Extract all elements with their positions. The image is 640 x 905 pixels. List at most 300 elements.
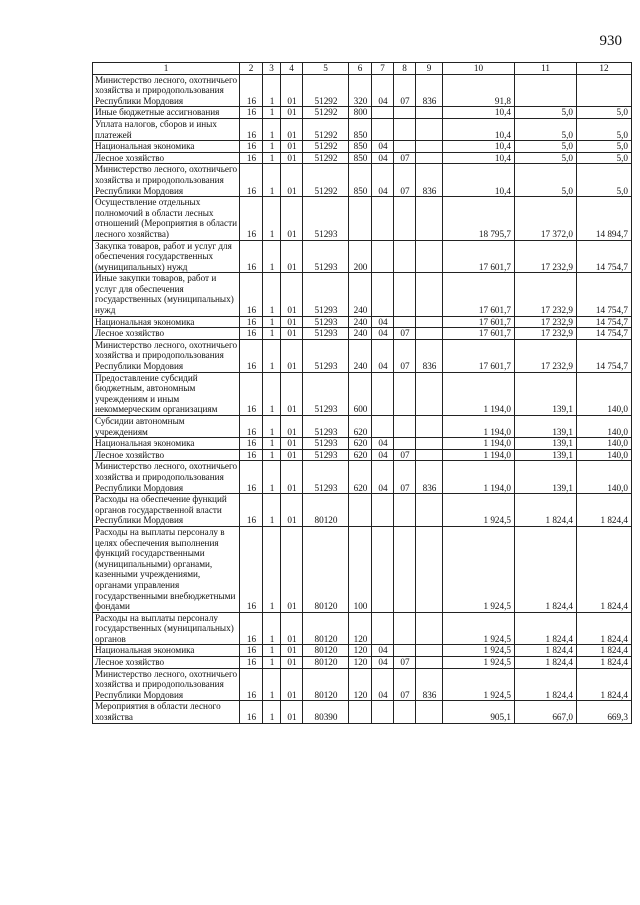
subprogram-code-cell: 01 xyxy=(281,273,303,316)
expense-code-cell: 51293 xyxy=(303,461,349,494)
section-cell: 04 xyxy=(372,164,394,197)
program-code-cell: 1 xyxy=(263,107,281,119)
department-cell xyxy=(416,197,443,240)
amount-year2-cell: 17 372,0 xyxy=(515,197,577,240)
amount-year3-cell: 14 754,7 xyxy=(577,273,632,316)
table-row xyxy=(93,118,632,140)
amount-year1-cell: 10,4 xyxy=(443,107,515,119)
ministry-code-cell: 16 xyxy=(240,328,263,340)
expense-code-cell: 51293 xyxy=(303,316,349,328)
section-cell: 04 xyxy=(372,316,394,328)
ministry-code-cell: 16 xyxy=(240,416,263,438)
subprogram-code-cell: 01 xyxy=(281,316,303,328)
subsection-cell: 07 xyxy=(394,339,416,372)
amount-year1-cell: 17 601,7 xyxy=(443,316,515,328)
subsection-cell xyxy=(394,645,416,657)
amount-year3-cell: 5,0 xyxy=(577,152,632,164)
program-code-cell: 1 xyxy=(263,74,281,107)
amount-year1-cell: 1 194,0 xyxy=(443,416,515,438)
amount-year3-cell: 1 824,4 xyxy=(577,612,632,645)
section-cell: 04 xyxy=(372,74,394,107)
subsection-cell xyxy=(394,118,416,140)
section-cell: 04 xyxy=(372,339,394,372)
ministry-code-cell: 16 xyxy=(240,612,263,645)
subprogram-code-cell: 01 xyxy=(281,107,303,119)
item-name-cell: Субсидии автономным учреждениям xyxy=(93,416,240,438)
column-header: 1 xyxy=(93,63,240,75)
section-cell xyxy=(372,197,394,240)
department-cell: 836 xyxy=(416,461,443,494)
subsection-cell: 07 xyxy=(394,657,416,669)
ministry-code-cell: 16 xyxy=(240,438,263,450)
section-cell xyxy=(372,494,394,527)
program-code-cell: 1 xyxy=(263,118,281,140)
section-cell: 04 xyxy=(372,328,394,340)
subprogram-code-cell: 01 xyxy=(281,328,303,340)
expense-type-cell: 620 xyxy=(349,449,372,461)
amount-year2-cell: 667,0 xyxy=(515,701,577,723)
amount-year3-cell: 1 824,4 xyxy=(577,645,632,657)
amount-year1-cell: 17 601,7 xyxy=(443,240,515,273)
amount-year1-cell: 91,8 xyxy=(443,74,515,107)
program-code-cell: 1 xyxy=(263,164,281,197)
ministry-code-cell: 16 xyxy=(240,164,263,197)
subprogram-code-cell: 01 xyxy=(281,152,303,164)
table-row xyxy=(93,526,632,612)
section-cell: 04 xyxy=(372,152,394,164)
item-name-cell: Расходы на выплаты персоналу в целях обеспечения выполнения функций государственными (муниципальными) органами, казенными учреждениями, органами управления государственными внебюджетными фондами xyxy=(93,526,240,612)
table-body xyxy=(93,74,632,723)
amount-year1-cell: 1 924,5 xyxy=(443,657,515,669)
column-header: 11 xyxy=(515,63,577,75)
table-row xyxy=(93,701,632,723)
department-cell xyxy=(416,494,443,527)
item-name-cell: Лесное хозяйство xyxy=(93,657,240,669)
amount-year1-cell: 1 194,0 xyxy=(443,372,515,415)
amount-year3-cell: 14 754,7 xyxy=(577,339,632,372)
expense-type-cell: 850 xyxy=(349,141,372,153)
subprogram-code-cell: 01 xyxy=(281,461,303,494)
table-row xyxy=(93,164,632,197)
program-code-cell: 1 xyxy=(263,612,281,645)
table-row xyxy=(93,316,632,328)
table-row xyxy=(93,273,632,316)
subprogram-code-cell: 01 xyxy=(281,657,303,669)
amount-year1-cell: 1 924,5 xyxy=(443,668,515,701)
item-name-cell: Лесное хозяйство xyxy=(93,152,240,164)
subsection-cell xyxy=(394,197,416,240)
program-code-cell: 1 xyxy=(263,657,281,669)
subprogram-code-cell: 01 xyxy=(281,141,303,153)
expense-type-cell: 620 xyxy=(349,416,372,438)
subprogram-code-cell: 01 xyxy=(281,526,303,612)
table-row xyxy=(93,449,632,461)
item-name-cell: Министерство лесного, охотничьего хозяйства и природопользования Республики Мордовия xyxy=(93,339,240,372)
item-name-cell: Расходы на выплаты персоналу государственных (муниципальных) органов xyxy=(93,612,240,645)
expense-code-cell: 51292 xyxy=(303,118,349,140)
expense-type-cell: 850 xyxy=(349,164,372,197)
amount-year1-cell: 1 924,5 xyxy=(443,645,515,657)
amount-year3-cell: 140,0 xyxy=(577,372,632,415)
column-header: 8 xyxy=(394,63,416,75)
table-row xyxy=(93,372,632,415)
amount-year1-cell: 17 601,7 xyxy=(443,328,515,340)
subsection-cell xyxy=(394,494,416,527)
amount-year3-cell: 14 754,7 xyxy=(577,240,632,273)
expense-code-cell: 51292 xyxy=(303,164,349,197)
section-cell: 04 xyxy=(372,668,394,701)
amount-year1-cell: 905,1 xyxy=(443,701,515,723)
department-cell xyxy=(416,273,443,316)
expense-type-cell: 600 xyxy=(349,372,372,415)
ministry-code-cell: 16 xyxy=(240,74,263,107)
expense-code-cell: 51292 xyxy=(303,74,349,107)
table-row xyxy=(93,645,632,657)
amount-year2-cell: 17 232,9 xyxy=(515,316,577,328)
subprogram-code-cell: 01 xyxy=(281,701,303,723)
ministry-code-cell: 16 xyxy=(240,273,263,316)
subsection-cell xyxy=(394,612,416,645)
department-cell xyxy=(416,240,443,273)
program-code-cell: 1 xyxy=(263,372,281,415)
amount-year3-cell: 5,0 xyxy=(577,107,632,119)
column-header: 4 xyxy=(281,63,303,75)
program-code-cell: 1 xyxy=(263,494,281,527)
section-cell: 04 xyxy=(372,645,394,657)
department-cell: 836 xyxy=(416,164,443,197)
item-name-cell: Национальная экономика xyxy=(93,645,240,657)
amount-year3-cell xyxy=(577,74,632,107)
expense-code-cell: 80120 xyxy=(303,526,349,612)
subprogram-code-cell: 01 xyxy=(281,494,303,527)
subsection-cell: 07 xyxy=(394,152,416,164)
expense-code-cell: 51293 xyxy=(303,372,349,415)
program-code-cell: 1 xyxy=(263,701,281,723)
expense-type-cell: 240 xyxy=(349,339,372,372)
expense-code-cell: 80120 xyxy=(303,494,349,527)
ministry-code-cell: 16 xyxy=(240,152,263,164)
subsection-cell: 07 xyxy=(394,449,416,461)
expense-type-cell: 120 xyxy=(349,645,372,657)
page-number: 930 xyxy=(599,33,622,49)
item-name-cell: Уплата налогов, сборов и иных платежей xyxy=(93,118,240,140)
subsection-cell xyxy=(394,273,416,316)
ministry-code-cell: 16 xyxy=(240,701,263,723)
column-header: 5 xyxy=(303,63,349,75)
ministry-code-cell: 16 xyxy=(240,141,263,153)
expense-type-cell: 120 xyxy=(349,612,372,645)
expense-code-cell: 80120 xyxy=(303,668,349,701)
expense-type-cell xyxy=(349,197,372,240)
subprogram-code-cell: 01 xyxy=(281,118,303,140)
ministry-code-cell: 16 xyxy=(240,240,263,273)
section-cell: 04 xyxy=(372,449,394,461)
amount-year1-cell: 1 194,0 xyxy=(443,449,515,461)
amount-year2-cell: 1 824,4 xyxy=(515,612,577,645)
program-code-cell: 1 xyxy=(263,526,281,612)
table-row xyxy=(93,339,632,372)
amount-year1-cell: 10,4 xyxy=(443,152,515,164)
amount-year2-cell: 5,0 xyxy=(515,164,577,197)
subsection-cell xyxy=(394,526,416,612)
department-cell xyxy=(416,612,443,645)
amount-year2-cell: 139,1 xyxy=(515,461,577,494)
department-cell xyxy=(416,449,443,461)
amount-year2-cell: 5,0 xyxy=(515,152,577,164)
section-cell xyxy=(372,372,394,415)
subprogram-code-cell: 01 xyxy=(281,240,303,273)
section-cell: 04 xyxy=(372,657,394,669)
program-code-cell: 1 xyxy=(263,645,281,657)
ministry-code-cell: 16 xyxy=(240,461,263,494)
ministry-code-cell: 16 xyxy=(240,526,263,612)
ministry-code-cell: 16 xyxy=(240,449,263,461)
amount-year2-cell: 1 824,4 xyxy=(515,668,577,701)
department-cell xyxy=(416,107,443,119)
item-name-cell: Мероприятия в области лесного хозяйства xyxy=(93,701,240,723)
amount-year3-cell: 140,0 xyxy=(577,449,632,461)
department-cell xyxy=(416,328,443,340)
section-cell xyxy=(372,107,394,119)
program-code-cell: 1 xyxy=(263,328,281,340)
section-cell xyxy=(372,273,394,316)
expense-code-cell: 51292 xyxy=(303,152,349,164)
amount-year3-cell: 140,0 xyxy=(577,438,632,450)
item-name-cell: Министерство лесного, охотничьего хозяйства и природопользования Республики Мордовия xyxy=(93,461,240,494)
amount-year2-cell: 1 824,4 xyxy=(515,645,577,657)
subprogram-code-cell: 01 xyxy=(281,74,303,107)
program-code-cell: 1 xyxy=(263,273,281,316)
section-cell xyxy=(372,118,394,140)
item-name-cell: Национальная экономика xyxy=(93,141,240,153)
amount-year2-cell: 17 232,9 xyxy=(515,328,577,340)
item-name-cell: Министерство лесного, охотничьего хозяйства и природопользования Республики Мордовия xyxy=(93,668,240,701)
table-row xyxy=(93,668,632,701)
amount-year2-cell: 17 232,9 xyxy=(515,240,577,273)
item-name-cell: Иные закупки товаров, работ и услуг для обеспечения государственных (муниципальных) нужд xyxy=(93,273,240,316)
ministry-code-cell: 16 xyxy=(240,645,263,657)
amount-year1-cell: 17 601,7 xyxy=(443,273,515,316)
ministry-code-cell: 16 xyxy=(240,668,263,701)
expense-code-cell: 51293 xyxy=(303,197,349,240)
section-cell: 04 xyxy=(372,461,394,494)
amount-year3-cell: 5,0 xyxy=(577,118,632,140)
amount-year1-cell: 1 194,0 xyxy=(443,461,515,494)
amount-year1-cell: 17 601,7 xyxy=(443,339,515,372)
table-row xyxy=(93,152,632,164)
column-header: 10 xyxy=(443,63,515,75)
column-header: 7 xyxy=(372,63,394,75)
amount-year3-cell: 1 824,4 xyxy=(577,526,632,612)
expense-code-cell: 51292 xyxy=(303,141,349,153)
amount-year1-cell: 10,4 xyxy=(443,141,515,153)
expense-type-cell: 240 xyxy=(349,273,372,316)
expense-type-cell: 800 xyxy=(349,107,372,119)
department-cell xyxy=(416,316,443,328)
department-cell xyxy=(416,438,443,450)
amount-year1-cell: 1 924,5 xyxy=(443,526,515,612)
item-name-cell: Закупка товаров, работ и услуг для обеспечения государственных (муниципальных) нужд xyxy=(93,240,240,273)
amount-year3-cell: 14 754,7 xyxy=(577,328,632,340)
amount-year1-cell: 18 795,7 xyxy=(443,197,515,240)
item-name-cell: Расходы на обеспечение функций органов государственной власти Республики Мордовия xyxy=(93,494,240,527)
department-cell xyxy=(416,416,443,438)
section-cell xyxy=(372,701,394,723)
expense-code-cell: 51293 xyxy=(303,240,349,273)
table-row xyxy=(93,612,632,645)
subsection-cell xyxy=(394,438,416,450)
ministry-code-cell: 16 xyxy=(240,657,263,669)
expense-type-cell: 620 xyxy=(349,438,372,450)
amount-year1-cell: 10,4 xyxy=(443,118,515,140)
program-code-cell: 1 xyxy=(263,152,281,164)
column-header: 6 xyxy=(349,63,372,75)
item-name-cell: Министерство лесного, охотничьего хозяйства и природопользования Республики Мордовия xyxy=(93,164,240,197)
subsection-cell xyxy=(394,240,416,273)
expense-type-cell: 850 xyxy=(349,152,372,164)
amount-year1-cell: 10,4 xyxy=(443,164,515,197)
ministry-code-cell: 16 xyxy=(240,316,263,328)
expense-type-cell: 240 xyxy=(349,316,372,328)
section-cell: 04 xyxy=(372,438,394,450)
program-code-cell: 1 xyxy=(263,449,281,461)
expense-code-cell: 51293 xyxy=(303,438,349,450)
subprogram-code-cell: 01 xyxy=(281,645,303,657)
subprogram-code-cell: 01 xyxy=(281,612,303,645)
item-name-cell: Иные бюджетные ассигнования xyxy=(93,107,240,119)
ministry-code-cell: 16 xyxy=(240,107,263,119)
amount-year2-cell: 139,1 xyxy=(515,438,577,450)
expense-code-cell: 80390 xyxy=(303,701,349,723)
amount-year3-cell: 5,0 xyxy=(577,164,632,197)
program-code-cell: 1 xyxy=(263,197,281,240)
department-cell xyxy=(416,152,443,164)
department-cell: 836 xyxy=(416,668,443,701)
subsection-cell xyxy=(394,416,416,438)
ministry-code-cell: 16 xyxy=(240,118,263,140)
column-header: 9 xyxy=(416,63,443,75)
subprogram-code-cell: 01 xyxy=(281,416,303,438)
program-code-cell: 1 xyxy=(263,461,281,494)
amount-year2-cell: 5,0 xyxy=(515,107,577,119)
department-cell: 836 xyxy=(416,339,443,372)
ministry-code-cell: 16 xyxy=(240,339,263,372)
subsection-cell xyxy=(394,141,416,153)
amount-year3-cell: 140,0 xyxy=(577,416,632,438)
table-row xyxy=(93,657,632,669)
ministry-code-cell: 16 xyxy=(240,372,263,415)
program-code-cell: 1 xyxy=(263,416,281,438)
table-row xyxy=(93,197,632,240)
subprogram-code-cell: 01 xyxy=(281,164,303,197)
amount-year2-cell xyxy=(515,74,577,107)
budget-table xyxy=(92,62,632,724)
column-header: 3 xyxy=(263,63,281,75)
table-row xyxy=(93,328,632,340)
subprogram-code-cell: 01 xyxy=(281,449,303,461)
ministry-code-cell: 16 xyxy=(240,494,263,527)
column-header: 2 xyxy=(240,63,263,75)
subprogram-code-cell: 01 xyxy=(281,339,303,372)
amount-year1-cell: 1 924,5 xyxy=(443,494,515,527)
subprogram-code-cell: 01 xyxy=(281,668,303,701)
expense-code-cell: 80120 xyxy=(303,645,349,657)
program-code-cell: 1 xyxy=(263,316,281,328)
department-cell xyxy=(416,526,443,612)
amount-year2-cell: 1 824,4 xyxy=(515,526,577,612)
amount-year1-cell: 1 194,0 xyxy=(443,438,515,450)
table-row xyxy=(93,438,632,450)
program-code-cell: 1 xyxy=(263,438,281,450)
amount-year2-cell: 139,1 xyxy=(515,416,577,438)
amount-year2-cell: 5,0 xyxy=(515,118,577,140)
amount-year2-cell: 5,0 xyxy=(515,141,577,153)
ministry-code-cell: 16 xyxy=(240,197,263,240)
subsection-cell: 07 xyxy=(394,328,416,340)
department-cell xyxy=(416,645,443,657)
program-code-cell: 1 xyxy=(263,668,281,701)
item-name-cell: Национальная экономика xyxy=(93,438,240,450)
subsection-cell xyxy=(394,107,416,119)
department-cell xyxy=(416,141,443,153)
department-cell: 836 xyxy=(416,74,443,107)
subsection-cell xyxy=(394,372,416,415)
amount-year3-cell: 14 754,7 xyxy=(577,316,632,328)
department-cell xyxy=(416,657,443,669)
program-code-cell: 1 xyxy=(263,240,281,273)
section-cell: 04 xyxy=(372,141,394,153)
expense-code-cell: 51292 xyxy=(303,107,349,119)
subprogram-code-cell: 01 xyxy=(281,197,303,240)
table-header-row xyxy=(93,63,632,75)
expense-type-cell xyxy=(349,494,372,527)
subprogram-code-cell: 01 xyxy=(281,438,303,450)
expense-type-cell: 620 xyxy=(349,461,372,494)
expense-code-cell: 51293 xyxy=(303,328,349,340)
program-code-cell: 1 xyxy=(263,339,281,372)
table-row xyxy=(93,240,632,273)
expense-type-cell: 200 xyxy=(349,240,372,273)
table-row xyxy=(93,74,632,107)
amount-year3-cell: 140,0 xyxy=(577,461,632,494)
expense-code-cell: 51293 xyxy=(303,416,349,438)
amount-year3-cell: 1 824,4 xyxy=(577,668,632,701)
expense-type-cell: 240 xyxy=(349,328,372,340)
item-name-cell: Лесное хозяйство xyxy=(93,449,240,461)
table-row xyxy=(93,107,632,119)
amount-year2-cell: 1 824,4 xyxy=(515,657,577,669)
department-cell xyxy=(416,701,443,723)
amount-year2-cell: 139,1 xyxy=(515,372,577,415)
column-header: 12 xyxy=(577,63,632,75)
expense-type-cell: 120 xyxy=(349,657,372,669)
section-cell xyxy=(372,526,394,612)
section-cell xyxy=(372,612,394,645)
amount-year2-cell: 139,1 xyxy=(515,449,577,461)
item-name-cell: Министерство лесного, охотничьего хозяйства и природопользования Республики Мордовия xyxy=(93,74,240,107)
expense-type-cell: 320 xyxy=(349,74,372,107)
item-name-cell: Национальная экономика xyxy=(93,316,240,328)
expense-code-cell: 51293 xyxy=(303,449,349,461)
subsection-cell: 07 xyxy=(394,74,416,107)
section-cell xyxy=(372,416,394,438)
section-cell xyxy=(372,240,394,273)
department-cell xyxy=(416,372,443,415)
subsection-cell: 07 xyxy=(394,164,416,197)
expense-code-cell: 80120 xyxy=(303,657,349,669)
amount-year2-cell: 17 232,9 xyxy=(515,339,577,372)
subsection-cell: 07 xyxy=(394,668,416,701)
